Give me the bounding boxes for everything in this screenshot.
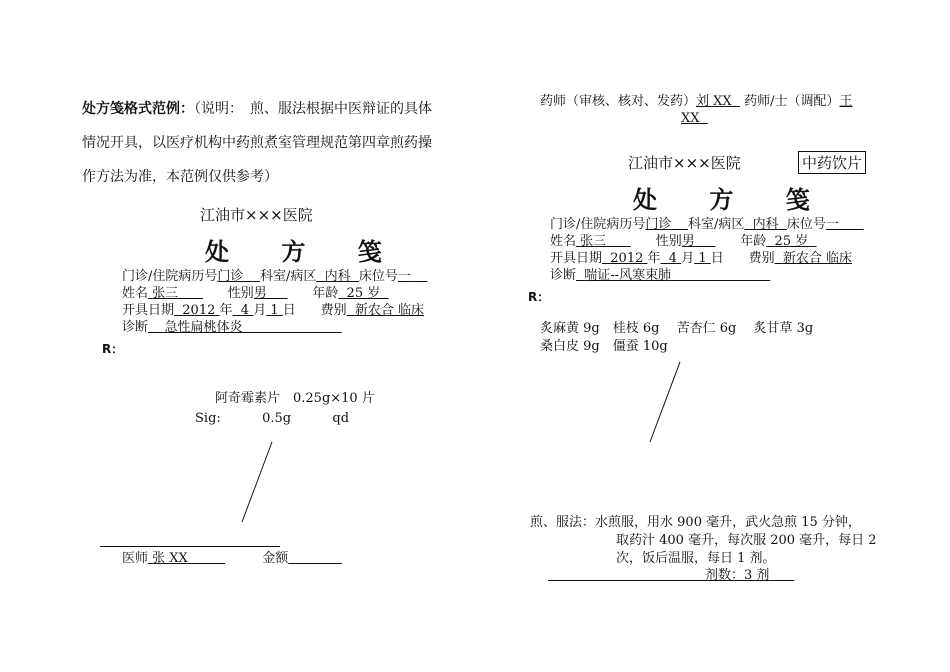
left-row-record: 门诊/住院病历号门诊 科室/病区 内科 床位号一 — [122, 269, 411, 284]
right-herbs-line-2: 桑白皮 9g 僵蚕 10g — [540, 339, 668, 354]
left-row-diagnosis: 诊断 急性扁桃体炎 — [122, 320, 243, 335]
right-name-value: 张三 — [580, 234, 607, 249]
right-record-value: 门诊 — [645, 217, 672, 232]
right-form-title: 处 方 笺 — [633, 185, 832, 214]
left-slash-line — [235, 440, 280, 525]
right-decoction-line-3: 次，饭后温服，每日 1 剂。 — [616, 551, 776, 566]
left-form-title: 处 方 笺 — [205, 237, 404, 266]
left-doctor-value: 张 XX — [152, 551, 188, 566]
left-name-value: 张三 — [152, 286, 179, 301]
right-row-record: 门诊/住院病历号门诊 科室/病区 内科 床位号一 — [550, 217, 839, 232]
right-assistant-cont: XX — [681, 111, 700, 126]
left-fee-value: 新农合 临床 — [354, 303, 425, 318]
left-dept-value: 内科 — [324, 269, 351, 284]
left-bed-value: 一 — [397, 269, 411, 284]
note-title: 处方笺格式范例： — [82, 101, 194, 117]
right-assistant-value: 王 — [839, 94, 853, 109]
right-row-patient: 姓名 张三 性别男 年龄 25 岁 — [550, 234, 809, 249]
note-body: （说明： 煎、服法根据中医辩证的具体情况开具，以医疗机构中药煎煮室管理规范第四章煎药操作方法为准，本范例仅供参考） — [82, 101, 432, 185]
right-age-value: 25 岁 — [774, 234, 809, 249]
right-row-diagnosis: 诊断 喘证--风寒束肺 — [550, 268, 672, 283]
right-bed-value: 一 — [825, 217, 839, 232]
left-record-value: 门诊 — [217, 269, 244, 284]
right-row-date: 开具日期 2012 年 4 月 1 日 费别 新农合 临床 — [550, 251, 853, 266]
right-rx-mark: R： — [528, 290, 550, 304]
right-decoction-line-1: 煎、服法：水煎服，用水 900 毫升，武火急煎 15 分钟， — [530, 515, 861, 530]
left-hospital-name: 江油市×××医院 — [200, 206, 313, 224]
left-row-patient: 姓名 张三 性别男 年龄 25 岁 — [122, 286, 381, 301]
right-pharmacist-row: 药师（审核、核对、发药）刘 XX 药师/士（调配）王 — [540, 94, 853, 109]
left-note — [82, 92, 442, 194]
right-fee-value: 新农合 临床 — [782, 251, 853, 266]
left-signature-row: 医师 张 XX 金额 — [122, 551, 289, 566]
left-row-date: 开具日期 2012 年 4 月 1 日 费别 新农合 临床 — [122, 303, 425, 318]
right-dept-value: 内科 — [752, 217, 779, 232]
left-bottom-rule — [100, 546, 280, 547]
right-slash-line — [642, 360, 687, 445]
left-age-value: 25 岁 — [346, 286, 381, 301]
left-sex-value: 男 — [253, 286, 267, 301]
left-sig-line: Sig: 0.5g qd — [195, 411, 350, 426]
right-sex-value: 男 — [681, 234, 695, 249]
right-hospital-name: 江油市×××医院 — [628, 154, 741, 172]
right-dose-count: 剂数：3 剂 — [705, 568, 770, 583]
right-herbs-line-1: 炙麻黄 9g 桂枝 6g 苦杏仁 6g 炙甘草 3g — [540, 321, 814, 336]
left-drug-line: 阿奇霉素片 0.25g×10 片 — [215, 391, 375, 406]
left-diagnosis-value: 急性扁桃体炎 — [164, 320, 243, 335]
left-rx-mark: R： — [102, 342, 124, 356]
right-pharmacist-value: 刘 XX — [696, 94, 732, 109]
right-herbal-badge: 中药饮片 — [798, 151, 866, 174]
right-diagnosis-value: 喘证--风寒束肺 — [584, 268, 672, 283]
right-decoction-line-2: 取药汁 400 毫升，每次服 200 毫升，每日 2 — [616, 533, 877, 548]
